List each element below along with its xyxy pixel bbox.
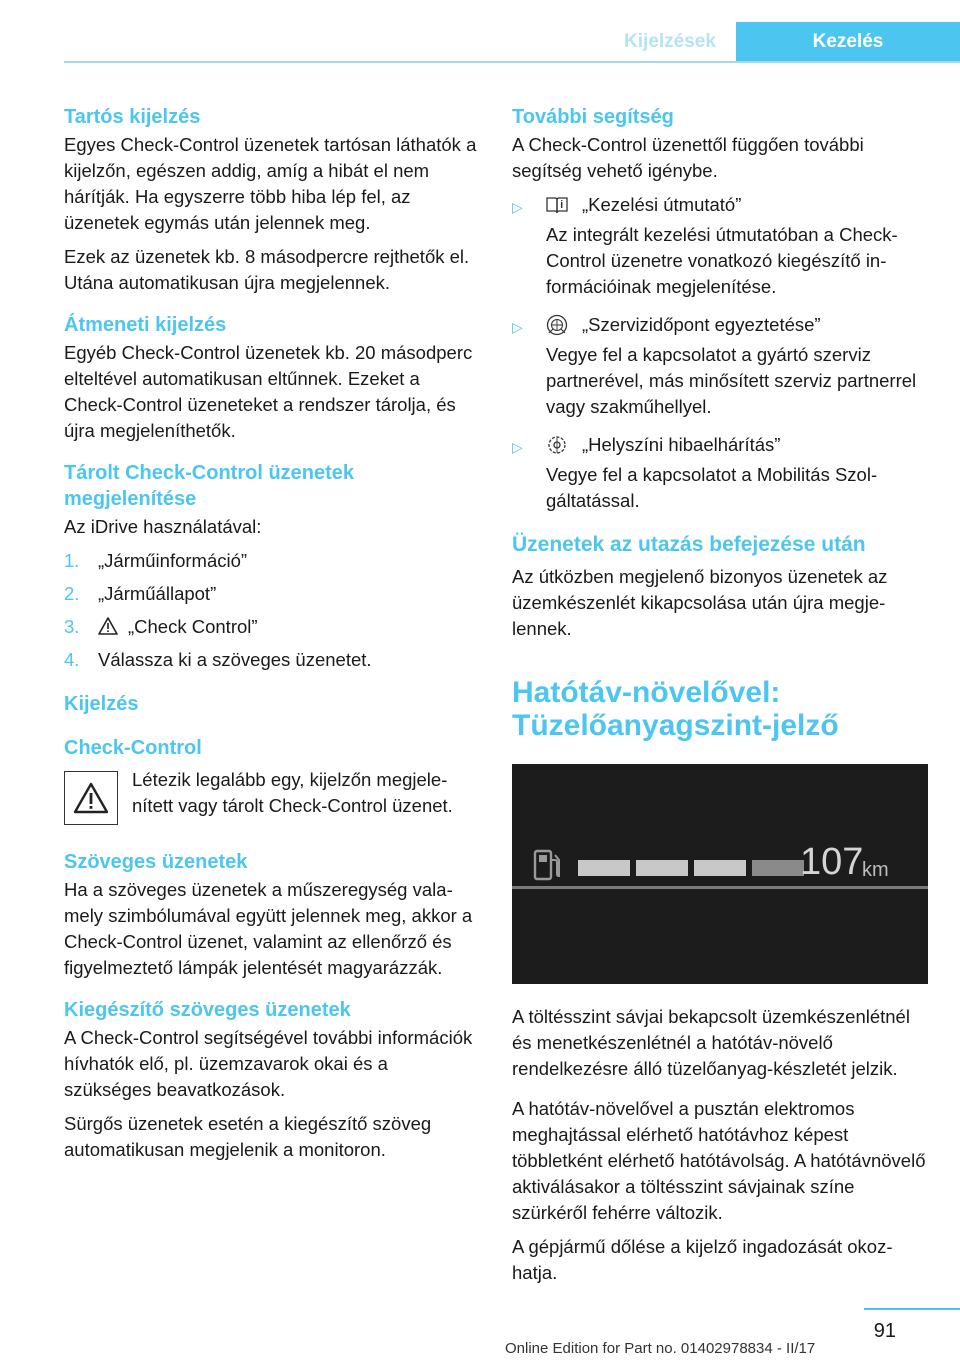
section-title-tarolt: Tárolt Check-Control üzenetek megjelenítése [64,462,355,510]
chapter-title [512,676,928,742]
help-label: „Helyszíni hibaelhárítás” [582,434,781,455]
fuel-level-segment [636,860,688,876]
section-title-szoveges: Szöveges üzenetek [64,851,248,873]
paragraph: Egyéb Check-Control üzenetek kb. 20 másodperc elteltével automatikusan eltűnnek. Ezeket a Check-Control üzeneteket a rendszer tárolja, és újra megjeleníthetők. [64,342,473,441]
footer-divider [864,1308,960,1310]
paragraph: A Check-Control segítségével további információk hívhatók elő, pl. üzemzavarok okai és a szükséges beavatkozások. [64,1027,473,1100]
section-title-tovabbi-segitseg: További segítség [512,106,674,128]
fuel-level-segment [578,860,630,876]
header-divider [64,61,960,63]
section-title-uzenetek-utazas: Üzenetek az utazás befejezése után [512,533,866,556]
bullet-triangle-icon: ▷ [512,439,523,455]
list-item [64,581,480,607]
header-tab-kijelzesek[interactable]: Kijelzések [624,31,716,52]
paragraph: A gépjármű dőlése a kijelző ingadozását okozhatja. [512,1236,893,1283]
page-number: 91 [873,1320,896,1342]
book-icon [546,196,568,214]
help-item-kezelesi-utmutato[interactable] [512,192,928,300]
section-title-kiegeszito: Kiegészítő szöveges üzenetek [64,999,351,1021]
section-title-atmeneti: Átmeneti kijelzés [64,314,227,336]
left-column [64,102,480,1171]
fuel-level-segment [694,860,746,876]
help-label: „Szervizidőpont egyeztetése” [582,314,821,335]
check-control-text: Létezik legalább egy, kijelzőn megjelenített vagy tárolt Check-Control üzenet. [132,769,453,816]
help-text: Az integrált kezelési útmutatóban a Check-Control üzenetre vonatkozó kiegészítő információinak megjelenítése. [546,224,898,297]
paragraph: Egyes Check-Control üzenetek tartósan láthatók a kijelzőn, egészen addig, amíg a hibát el nem hárítják. Ha egyszerre több hiba lép fel, az üzenetek egymás után jelennek meg. [64,134,477,233]
help-text: Vegye fel a kapcsolatot a gyártó szerviz partnerével, más minősített szerviz partnerrel vagy szakműhellyel. [546,344,917,417]
section-title-check-control: Check-Control [64,737,202,759]
fuel-level-segment [752,860,804,876]
paragraph: Az iDrive használatával: [64,516,262,537]
paragraph: A Check-Control üzenettől függően további segítség vehető igénybe. [512,134,864,181]
list-item [64,614,480,640]
section-title-kijelzes: Kijelzés [64,693,139,715]
step-text: „Járműállapot” [98,583,217,604]
fuel-pump-icon [532,848,562,882]
section-title-tartos: Tartós kijelzés [64,106,201,128]
paragraph: Az útközben megjelenő bizonyos üzenetek az üzemkészenlét kikapcsolása után újra megjelennek. [512,566,888,639]
step-text: „Járműinformáció” [98,550,248,571]
range-value: 107 [800,841,864,883]
chapter-title-line1: Hatótáv-növelővel: [512,676,781,709]
display-divider [512,886,928,889]
step-text: „Check Control” [128,616,258,637]
roadside-assistance-icon [546,434,568,456]
warning-triangle-icon [73,782,109,814]
step-text: Válassza ki a szöveges üzenetet. [98,649,372,670]
step-number: 2. [64,583,80,604]
fuel-gauge-display [512,764,928,984]
steps-list [64,548,480,673]
list-item [64,548,480,574]
step-number: 4. [64,649,80,670]
help-text: Vegye fel a kapcsolatot a Mobilitás Szolgáltatással. [546,464,878,511]
header-tab-kezeles[interactable]: Kezelés [736,22,960,62]
paragraph: Sürgős üzenetek esetén a kiegészítő szöveg automatikusan megjelenik a monitoron. [64,1113,432,1160]
range-unit: km [862,859,889,881]
service-badge-icon [546,314,568,336]
step-number: 3. [64,616,80,637]
right-column [512,102,928,1294]
bullet-triangle-icon: ▷ [512,199,523,215]
edition-info: Online Edition for Part no. 01402978834 - II/17 [505,1340,816,1357]
paragraph: A töltésszint sávjai bekapcsolt üzemkészenlétnél és menetkészenlétnél a hatótáv-növelő rendelkezésre álló tüzelőanyag-készletét jelzik. [512,1006,910,1079]
help-item-helyszini[interactable] [512,432,928,514]
check-control-symbol [64,771,118,825]
help-label: „Kezelési útmutató” [582,194,742,215]
step-number: 1. [64,550,80,571]
paragraph: Ezek az üzenetek kb. 8 másodpercre rejthetők el. Utána automatikusan újra megjelennek. [64,246,470,293]
warning-triangle-icon [98,617,118,635]
help-item-szervizidopont[interactable] [512,312,928,420]
check-control-row [64,767,480,825]
bullet-triangle-icon: ▷ [512,319,523,335]
list-item [64,647,480,673]
paragraph: A hatótáv-növelővel a pusztán elektromos meghajtással elérhető hatótávhoz képest többletként elérhető hatótávolság. A hatótávnövelő aktiválásakor a töltésszint sávjainak színe szürkéről fehérre változik. [512,1098,926,1223]
paragraph: Ha a szöveges üzenetek a műszeregység valamely szimbólumával együtt jelennek meg, akkor a Check-Control üzenet, valamint az ellenőrző és figyelmeztető lámpák jelentését magyarázzák. [64,879,473,978]
chapter-title-line2: Tüzelőanyagszint-jelző [512,709,839,742]
